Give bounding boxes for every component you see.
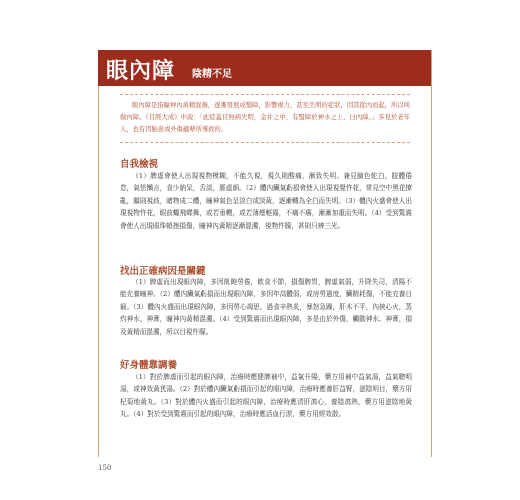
section-body-cause: （1）脾虛而出現眼內障，多因飢飽勞倦，飲食不節，損傷脾胃，脾虛氣弱，升降失司，清陽不能充養瞳神。（2）體內臟氣虧損而出現眼內障，多因年高體弱，或房勞過度，臟精耗傷，不能充養目竅。（3）體內火盛而出現眼內障，多因勞心竭思，過食辛熱炙，暴怒急躁，肝木不平，內挾心火，蒸灼神水，神膏，瞳神內黃精混濁。（4）受到驚震而出現眼內障，多是由於外傷，觸動神水、神膏，損及黃精而混濁，所以目視忤朦。 xyxy=(120,278,412,336)
intro-paragraph: 眼內障是指瞳神內黃精混濁，逐漸發展成翳障，影響視力，甚至失明的症狀，因其從內而起，所以叫做內障。《目經大成》中說：「此症蓋目無病失明，金井之中，有翳障於神水之上，曰內障。」多見於老年人，也有因胎患或外傷蘊孽所導致的。 xyxy=(120,94,410,143)
section-heading-care: 好身體靠調養 xyxy=(120,360,178,371)
page-subtitle: 陰精不足 xyxy=(192,69,232,80)
section-heading-self-check: 自我檢視 xyxy=(120,159,159,170)
section-body-care: （1）對於脾虛而引起的眼內障，治療時應健脾補中，益氣升陽，藥方用補中益氣湯，益氣聰明湯，或神效黃芪湯。（2）對於體內臟氣虧損而引起的眼內障，治療時應養肝益腎，滋陰明目，藥方用杞菊地黃丸。（3）對於體內火盛而引起的眼內障，治療時應清肝瀉心，養陰瀉熱，藥方用滋陰地黃丸。（4）對於受到驚震而引起的眼內障，治療時應活血行淤，藥方用經效散。 xyxy=(120,373,412,419)
section-body-self-check: （1）脾虛會使人出現視物模糊，不能久視，視久則酸痛，漸致失明。兼見臉色蛇白，肢體倦怠，氣怯懶言，食少納呆，舌淡，脈虛細。（2）體內臟氣虧損會使人出現視覺忤花，常見空中黑花撩亂，繼則視歧，睹物成二體，瞳神氣色呈淡白或淡黃，逐漸轉為全白而失明。（3）體內火盛會使人出現視物忤花，眼前蠅飛蝶舞，或若垂幔，或若薄煙輕霧，不痛不癢，漸漸加重而失明。（4）受到驚震會使人出現眼珠頓挫損傷，瞳神內黃精逐漸混濁，視物忤朦，甚則只辨三光。 xyxy=(120,172,412,230)
section-heading-cause: 找出正確病因是關鍵 xyxy=(120,266,206,277)
title-bar xyxy=(98,50,431,86)
page-number: 150 xyxy=(98,464,112,472)
page-title: 眼內障 xyxy=(106,59,176,84)
